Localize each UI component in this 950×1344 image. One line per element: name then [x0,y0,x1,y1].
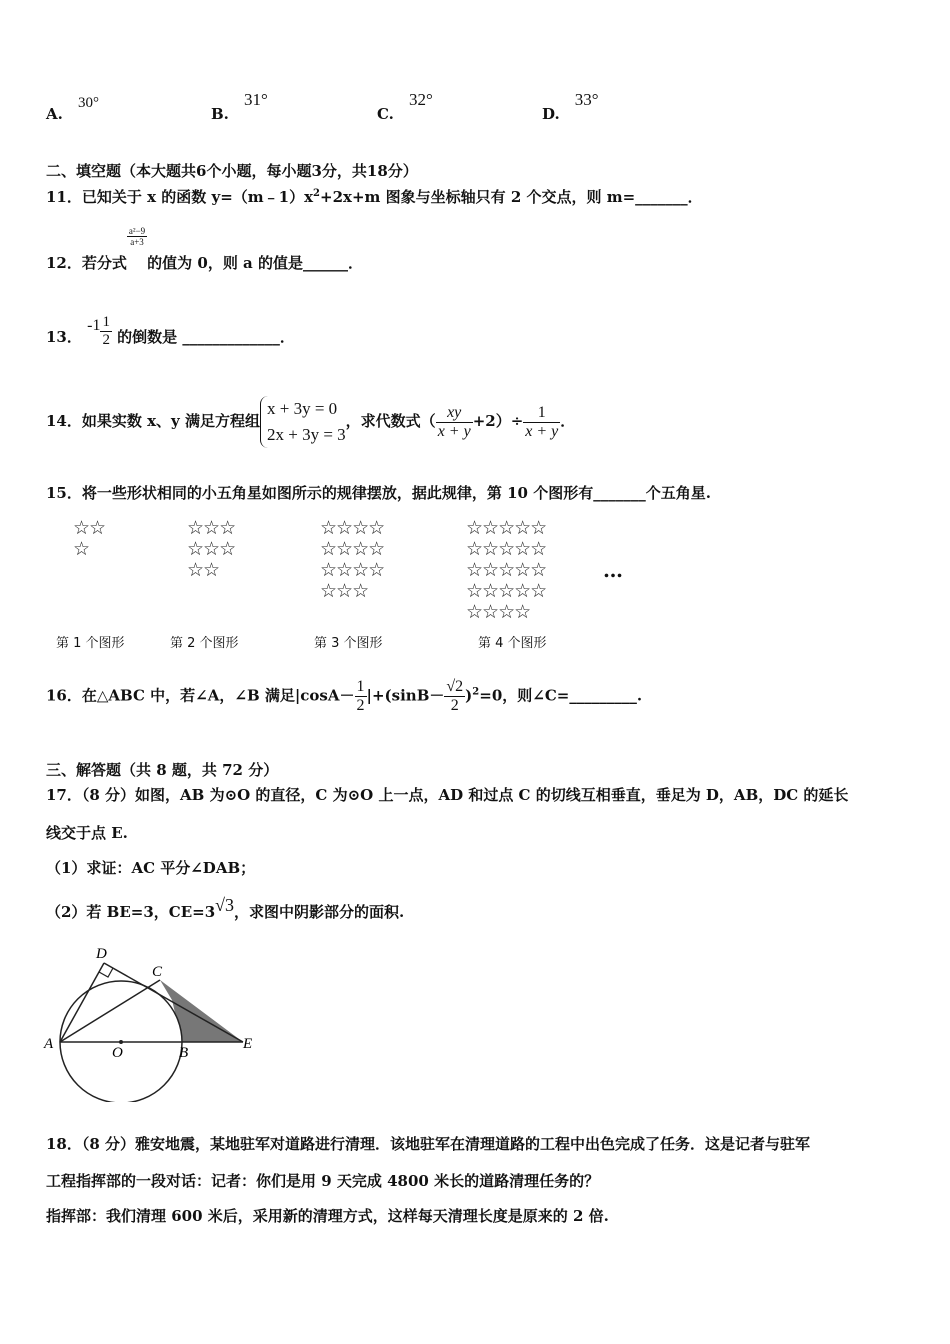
option-d [542,90,599,124]
q14-equation-system [260,396,346,448]
q14-fraction-2 [523,404,560,441]
star-row: ☆☆☆ [187,517,236,539]
label-c: C [152,964,163,980]
q14-den2: x + y [525,422,559,440]
q13-numerator: 1 [102,314,110,330]
q18-line1: 18．（8 分）雅安地震，某地驻军对道路进行清理．该地驻军在清理道路的工程中出色完成了任务．这是记者与驻军 [46,1135,811,1153]
star-figure-4 [466,518,546,623]
option-d-value: 33° [574,90,599,109]
q14-text-c: +2）÷ [472,412,524,430]
q16-num2: √2 [446,678,464,695]
q16-fraction-2 [444,678,465,715]
line-ac [60,980,160,1042]
q13-denominator: 2 [102,332,110,348]
q12-text-b: 的值为 0，则 a 的值是______． [147,254,363,272]
option-c [377,90,433,124]
q16-den1: 2 [356,697,365,714]
center-point [119,1040,123,1044]
star-row: ☆☆☆☆☆ [466,538,547,560]
section2-title: 二、填空题（本大题共6个小题，每小题3分，共18分） [46,162,418,180]
star-row: ☆☆☆☆ [320,538,385,560]
q14-eq1: x + 3y = 0 [266,399,338,418]
star-row: ☆☆☆ [187,538,236,560]
q16-text-c: ) [465,686,473,705]
q17-part1: （1）求证：AC 平分∠DAB； [46,859,256,877]
q16-exponent: 2 [472,686,480,698]
q17-part2 [46,895,405,921]
option-a-letter: A. [46,105,63,123]
label-e: E [243,1036,253,1052]
q11-exponent: 2 [313,188,320,199]
question-11 [46,186,703,207]
q12-numerator: a²−9 [128,225,146,236]
star-row: ☆☆☆☆ [320,517,385,539]
q14-text-d: ． [560,412,576,430]
star-row: ☆☆ [187,559,220,581]
label-b: B [179,1045,189,1061]
q11-text-a: 11．已知关于 x 的函数 y=（m﹣1）x [46,188,314,206]
option-b-value: 31° [244,90,268,109]
q14-text-a: 14．如果实数 x、y 满足方程组 [46,412,260,430]
q18-line2: 工程指挥部的一段对话：记者：你们是用 9 天完成 4800 米长的道路清理任务的？ [46,1172,600,1190]
q13-text-a: 13． [46,327,82,346]
section3-title: 三、解答题（共 8 题，共 72 分） [46,761,279,779]
q14-den1: x + y [437,422,471,440]
star-row: ☆ [73,538,90,560]
q14-num2: 1 [523,404,560,423]
q17-part2-a: （2）若 BE=3，CE=3 [46,903,216,921]
label-a: A [44,1036,54,1052]
q12-fraction [127,226,147,247]
q13-whole: -1 [87,316,101,334]
q12-text-a: 12．若分式 [46,254,127,272]
star-row: ☆☆☆☆ [466,601,531,623]
option-a [46,95,99,124]
star-row: ☆☆ [73,517,106,539]
star-ellipsis: … [603,558,623,582]
star-row: ☆☆☆ [320,580,369,602]
q17-part2-b: ，求图中阴影部分的面积. [234,903,405,921]
q16-text-d: =0，则∠C=_________. [479,686,643,705]
q16-fraction-1 [355,678,367,715]
q16-text-a: 16．在△ABC 中，若∠A，∠B 满足|cosA－ [46,686,355,705]
figure-4-label: 第 4 个图形 [478,636,547,651]
option-d-letter: D. [542,105,560,123]
option-b [211,90,268,124]
q17-line1: 17．（8 分）如图，AB 为⊙O 的直径，C 为⊙O 上一点，AD 和过点 C 的切线互相垂直，垂足为 D，AB，DC 的延长 [46,786,849,804]
star-figure-1 [73,518,105,560]
star-row: ☆☆☆☆☆ [466,580,547,602]
shaded-region [160,980,243,1042]
q14-text-b: ，求代数式（ [345,412,436,430]
q18-line3: 指挥部：我们清理 600 米后，采用新的清理方式，这样每天清理长度是原来的 2 倍. [46,1207,609,1225]
label-d: D [96,946,107,962]
q16-text-b: |+(sinB－ [366,686,445,705]
q16-num1: 1 [356,678,365,695]
q17-line2: 线交于点 E. [46,824,128,842]
option-b-letter: B. [211,105,229,123]
q13-text-b: 的倒数是 _____________． [117,327,295,346]
q14-fraction-1 [436,404,473,441]
q12-denominator: a+3 [130,236,144,247]
star-row: ☆☆☆☆☆ [466,559,547,581]
star-figure-3 [320,518,384,602]
star-row: ☆☆☆☆ [320,559,385,581]
q11-text-b: +2x+m 图象与坐标轴只有 2 个交点，则 m=_______． [320,188,703,206]
figure-3-label: 第 3 个图形 [314,636,383,651]
figure-2-label: 第 2 个图形 [170,636,239,651]
label-o: O [112,1045,123,1061]
q17-sqrt3: √3 [215,895,235,915]
figure-1-label: 第 1 个图形 [56,636,125,651]
q16-den2: 2 [450,697,459,714]
option-c-value: 32° [409,90,433,109]
q14-eq2: 2x + 3y = 3 [266,425,346,444]
q13-fraction [100,314,112,349]
option-a-value: 30° [77,95,99,111]
question-15: 15．将一些形状相同的小五角星如图所示的规律摆放，据此规律，第 10 个图形有_______个五角星. [46,484,711,502]
star-figure-2 [187,518,235,581]
line-ad [60,963,104,1042]
q14-num1: xy [436,404,473,423]
question-13 [46,314,295,349]
q17-geometry-figure [40,940,270,1102]
question-16 [46,678,642,715]
question-12 [46,225,363,272]
question-14 [46,396,575,448]
star-row: ☆☆☆☆☆ [466,517,547,539]
option-c-letter: C. [377,105,394,123]
